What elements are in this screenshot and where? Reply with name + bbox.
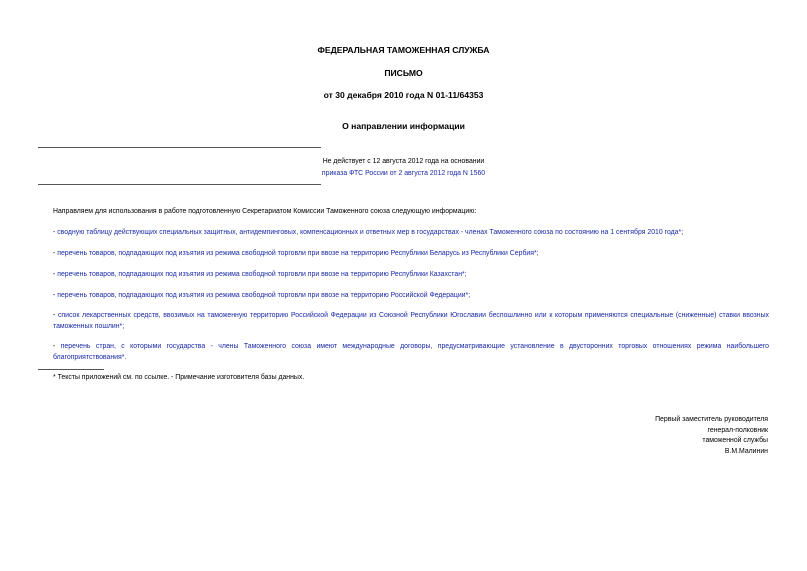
item-link-medicines[interactable]: список лекарственных средств, ввозимых на таможенную территорию Российской Федерации из Союзной Республики Югославии беспошлинно или к которым применяются специальные (сниженные) ставки ввозных таможенных пошлин*;	[53, 312, 769, 330]
item-link-belarus-serbia[interactable]: перечень товаров, подпадающих под изъятия из режима свободной торговли при ввозе на территорию Республики Беларусь из Республики Сербия*;	[57, 250, 539, 257]
intro-paragraph	[38, 207, 769, 218]
list-dash: -	[53, 271, 58, 278]
list-dash: -	[53, 292, 58, 299]
list-dash: -	[53, 229, 58, 236]
list-item	[38, 311, 769, 332]
item-link-russia[interactable]: перечень товаров, подпадающих под изъятия из режима свободной торговли при ввозе на территорию Российской Федерации*;	[57, 292, 471, 299]
item-link-protective-measures[interactable]: сводную таблицу действующих специальных защитных, антидемпинговых, компенсационных и ответных мер в государствах - членах Таможенного союза по состоянию на 1 сентября 2010 года*;	[57, 229, 684, 236]
list-item	[38, 291, 769, 302]
status-order-link[interactable]: приказа ФТС России от 2 августа 2012 года N 1560	[321, 170, 486, 177]
list-dash: -	[53, 343, 61, 350]
footnote: * Тексты приложений см. по ссылке. - Примечание изготовителя базы данных.	[53, 374, 305, 381]
signature-name: В.М.Малинин	[724, 448, 768, 455]
item-link-kazakhstan[interactable]: перечень товаров, подпадающих под изъятия из режима свободной торговли при ввозе на территорию Республики Казахстан*;	[57, 271, 467, 278]
signature-position: Первый заместитель руководителя	[655, 416, 768, 423]
signature-rank: генерал-полковник	[707, 427, 768, 434]
list-item	[38, 342, 769, 363]
signature-service: таможенной службы	[702, 437, 768, 444]
list-dash: -	[53, 312, 58, 319]
status-divider-bottom	[38, 184, 321, 185]
status-note: Не действует с 12 августа 2012 года на основании	[322, 158, 485, 165]
list-item	[38, 228, 769, 239]
list-dash: -	[53, 250, 58, 257]
list-item	[38, 270, 769, 281]
footnote-divider	[38, 369, 104, 370]
document-date-number: от 30 декабря 2010 года N 01-11/64353	[323, 90, 484, 100]
agency-title: ФЕДЕРАЛЬНАЯ ТАМОЖЕННАЯ СЛУЖБА	[317, 45, 490, 55]
document-subject: О направлении информации	[342, 121, 465, 131]
intro-text: Направляем для использования в работе подготовленную Секретариатом Комиссии Таможенного союза следующую информацию:	[53, 208, 477, 215]
status-divider-top	[38, 147, 321, 148]
list-item	[38, 249, 769, 260]
document-type: ПИСЬМО	[384, 68, 423, 78]
item-link-mfn-countries[interactable]: перечень стран, с которыми государства - члены Таможенного союза имеют международные договоры, предусматривающие установление в двусторонних торговых отношениях режима наибольшего благоприятствования*.	[53, 343, 769, 361]
